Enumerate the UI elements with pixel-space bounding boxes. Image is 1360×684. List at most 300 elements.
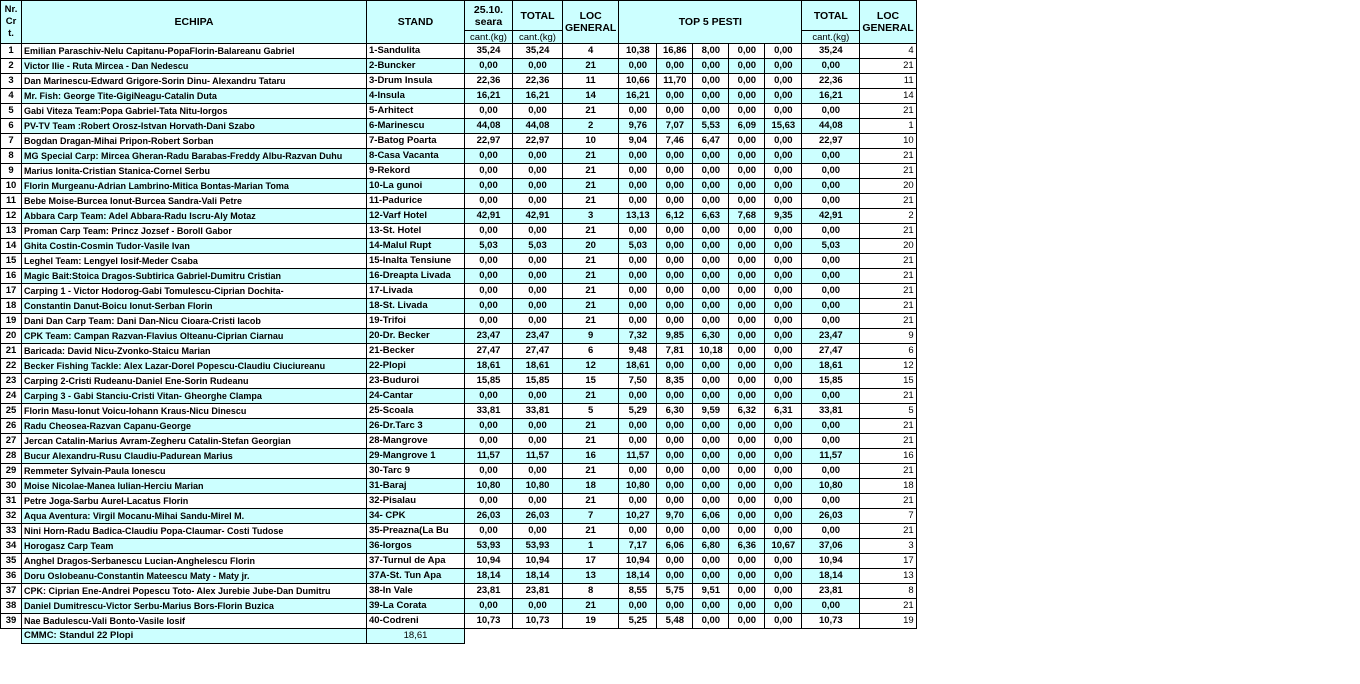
cell-seara: 26,03 <box>465 509 513 524</box>
cell-fish-5: 0,00 <box>765 59 802 74</box>
cell-loc: 21 <box>563 524 619 539</box>
cell-loc2: 19 <box>860 614 916 629</box>
cell-nr: 7 <box>1 134 22 149</box>
cell-fish-1: 10,66 <box>619 74 657 89</box>
cell-loc: 21 <box>563 269 619 284</box>
cell-nr: 9 <box>1 164 22 179</box>
cell-total: 0,00 <box>513 389 563 404</box>
cell-fish-4: 6,09 <box>729 119 765 134</box>
table-row <box>1 374 917 389</box>
cell-loc2: 21 <box>860 149 916 164</box>
cell-total: 0,00 <box>513 299 563 314</box>
cell-nr: 15 <box>1 254 22 269</box>
cell-nr: 8 <box>1 149 22 164</box>
cell-total2: 0,00 <box>802 434 860 449</box>
cell-total: 0,00 <box>513 59 563 74</box>
cell-fish-1: 0,00 <box>619 389 657 404</box>
cell-fish-4: 0,00 <box>729 89 765 104</box>
cell-fish-2: 0,00 <box>657 449 693 464</box>
cell-nr: 23 <box>1 374 22 389</box>
cell-total: 42,91 <box>513 209 563 224</box>
cell-nr: 34 <box>1 539 22 554</box>
cell-fish-1: 0,00 <box>619 194 657 209</box>
cell-echipa: Jercan Catalin-Marius Avram-Zegheru Catalin-Stefan Georgian <box>22 434 367 449</box>
cell-fish-3: 10,18 <box>693 344 729 359</box>
cell-total: 11,57 <box>513 449 563 464</box>
cell-loc2: 20 <box>860 179 916 194</box>
cell-fish-5: 0,00 <box>765 614 802 629</box>
cell-loc2: 21 <box>860 59 916 74</box>
cell-fish-2: 0,00 <box>657 599 693 614</box>
cell-total2: 0,00 <box>802 149 860 164</box>
cell-echipa: Victor Ilie - Ruta Mircea - Dan Nedescu <box>22 59 367 74</box>
table-row <box>1 44 917 59</box>
cell-seara: 15,85 <box>465 374 513 389</box>
cell-fish-2: 0,00 <box>657 179 693 194</box>
cell-fish-2: 0,00 <box>657 299 693 314</box>
cell-fish-1: 9,04 <box>619 134 657 149</box>
cell-fish-2: 0,00 <box>657 224 693 239</box>
cell-total: 35,24 <box>513 44 563 59</box>
table-row <box>1 164 917 179</box>
cell-stand: 34- CPK <box>367 509 465 524</box>
cell-fish-5: 9,35 <box>765 209 802 224</box>
cell-fish-3: 0,00 <box>693 224 729 239</box>
cell-echipa: Florin Masu-Ionut Voicu-Iohann Kraus-Nicu Dinescu <box>22 404 367 419</box>
cell-fish-4: 0,00 <box>729 44 765 59</box>
cell-total2: 10,73 <box>802 614 860 629</box>
cell-seara: 10,80 <box>465 479 513 494</box>
cell-fish-3: 0,00 <box>693 299 729 314</box>
cell-loc2: 11 <box>860 74 916 89</box>
cell-total: 0,00 <box>513 179 563 194</box>
cell-total2: 26,03 <box>802 509 860 524</box>
cell-loc2: 3 <box>860 539 916 554</box>
cell-fish-1: 0,00 <box>619 149 657 164</box>
cell-total2: 23,81 <box>802 584 860 599</box>
cell-fish-5: 0,00 <box>765 524 802 539</box>
cell-fish-3: 0,00 <box>693 494 729 509</box>
cell-total: 0,00 <box>513 224 563 239</box>
cell-nr: 32 <box>1 509 22 524</box>
col-unit-total2: cant.(kg) <box>802 31 860 44</box>
cell-stand: 15-Inalta Tensiune <box>367 254 465 269</box>
cell-fish-2: 9,85 <box>657 329 693 344</box>
cell-total2: 16,21 <box>802 89 860 104</box>
cell-echipa: Leghel Team: Lengyel Iosif-Meder Csaba <box>22 254 367 269</box>
cell-loc: 21 <box>563 284 619 299</box>
cell-fish-5: 0,00 <box>765 284 802 299</box>
cell-fish-4: 0,00 <box>729 239 765 254</box>
cell-total: 0,00 <box>513 284 563 299</box>
cell-echipa: Horogasz Carp Team <box>22 539 367 554</box>
table-row <box>1 479 917 494</box>
cell-nr: 37 <box>1 584 22 599</box>
table-row <box>1 614 917 629</box>
cell-total: 18,14 <box>513 569 563 584</box>
cell-seara: 0,00 <box>465 524 513 539</box>
cell-echipa: MG Special Carp: Mircea Gheran-Radu Barabas-Freddy Albu-Razvan Duhu <box>22 149 367 164</box>
cell-seara: 33,81 <box>465 404 513 419</box>
cell-nr: 24 <box>1 389 22 404</box>
cell-echipa: Florin Murgeanu-Adrian Lambrino-Mitica Bontas-Marian Toma <box>22 179 367 194</box>
cell-echipa: CPK: Ciprian Ene-Andrei Popescu Toto- Alex Jurebie Jube-Dan Dumitru <box>22 584 367 599</box>
cell-loc2: 16 <box>860 449 916 464</box>
col-unit-total: cant.(kg) <box>513 31 563 44</box>
cell-loc2: 21 <box>860 494 916 509</box>
cell-fish-3: 6,30 <box>693 329 729 344</box>
cell-fish-1: 18,14 <box>619 569 657 584</box>
cell-fish-2: 0,00 <box>657 419 693 434</box>
cell-fish-5: 0,00 <box>765 299 802 314</box>
cell-echipa: Nini Horn-Radu Badica-Claudiu Popa-Claumar- Costi Tudose <box>22 524 367 539</box>
table-row <box>1 209 917 224</box>
cell-stand: 10-La gunoi <box>367 179 465 194</box>
cell-total2: 0,00 <box>802 464 860 479</box>
cell-stand: 40-Codreni <box>367 614 465 629</box>
cell-nr: 5 <box>1 104 22 119</box>
cell-total: 22,97 <box>513 134 563 149</box>
cell-loc: 15 <box>563 374 619 389</box>
cell-nr: 17 <box>1 284 22 299</box>
cell-fish-1: 0,00 <box>619 224 657 239</box>
cell-fish-3: 0,00 <box>693 104 729 119</box>
cell-loc: 12 <box>563 359 619 374</box>
table-row <box>1 584 917 599</box>
cell-fish-2: 7,07 <box>657 119 693 134</box>
cell-total: 0,00 <box>513 419 563 434</box>
table-row <box>1 464 917 479</box>
cell-loc: 9 <box>563 329 619 344</box>
cell-fish-5: 0,00 <box>765 584 802 599</box>
cell-seara: 0,00 <box>465 164 513 179</box>
cell-stand: 3-Drum Insula <box>367 74 465 89</box>
cell-loc2: 21 <box>860 254 916 269</box>
cell-loc: 21 <box>563 149 619 164</box>
cell-fish-2: 0,00 <box>657 89 693 104</box>
cell-fish-2: 0,00 <box>657 359 693 374</box>
cell-total2: 0,00 <box>802 419 860 434</box>
cell-stand: 24-Cantar <box>367 389 465 404</box>
cell-seara: 0,00 <box>465 194 513 209</box>
cell-nr: 2 <box>1 59 22 74</box>
cell-total2: 0,00 <box>802 494 860 509</box>
cell-loc2: 9 <box>860 329 916 344</box>
cell-fish-3: 5,53 <box>693 119 729 134</box>
cell-seara: 53,93 <box>465 539 513 554</box>
cell-loc: 21 <box>563 434 619 449</box>
cell-fish-2: 5,48 <box>657 614 693 629</box>
table-row <box>1 284 917 299</box>
cell-loc: 21 <box>563 179 619 194</box>
cell-total2: 35,24 <box>802 44 860 59</box>
cell-total: 23,47 <box>513 329 563 344</box>
cell-loc: 13 <box>563 569 619 584</box>
cell-seara: 0,00 <box>465 179 513 194</box>
cell-total: 18,61 <box>513 359 563 374</box>
cell-total2: 0,00 <box>802 164 860 179</box>
col-header-loc-general: LOC GENERAL <box>563 1 619 44</box>
cell-echipa: Moise Nicolae-Manea Iulian-Herciu Marian <box>22 479 367 494</box>
cell-echipa: Dan Marinescu-Edward Grigore-Sorin Dinu- Alexandru Tataru <box>22 74 367 89</box>
cell-seara: 23,81 <box>465 584 513 599</box>
cell-fish-2: 0,00 <box>657 254 693 269</box>
cell-loc2: 21 <box>860 434 916 449</box>
cell-fish-1: 5,03 <box>619 239 657 254</box>
col-header-nr: Nr. Cr t. <box>1 1 22 44</box>
cell-fish-3: 0,00 <box>693 359 729 374</box>
cell-seara: 0,00 <box>465 59 513 74</box>
cell-fish-5: 0,00 <box>765 479 802 494</box>
cell-fish-4: 0,00 <box>729 569 765 584</box>
col-header-total: TOTAL <box>513 1 563 31</box>
cell-echipa: Aqua Aventura: Virgil Mocanu-Mihai Sandu-Mirel M. <box>22 509 367 524</box>
cell-echipa: Abbara Carp Team: Adel Abbara-Radu Iscru-Aly Motaz <box>22 209 367 224</box>
cell-stand: 22-Plopi <box>367 359 465 374</box>
cell-fish-3: 6,63 <box>693 209 729 224</box>
cell-fish-4: 0,00 <box>729 74 765 89</box>
cell-seara: 0,00 <box>465 434 513 449</box>
col-unit-seara: cant.(kg) <box>465 31 513 44</box>
table-row <box>1 269 917 284</box>
cell-fish-3: 0,00 <box>693 164 729 179</box>
cell-fish-1: 10,94 <box>619 554 657 569</box>
cell-fish-2: 0,00 <box>657 479 693 494</box>
cell-stand: 5-Arhitect <box>367 104 465 119</box>
cell-seara: 23,47 <box>465 329 513 344</box>
cell-fish-1: 0,00 <box>619 59 657 74</box>
cell-total2: 0,00 <box>802 194 860 209</box>
cell-total: 0,00 <box>513 104 563 119</box>
cell-fish-2: 0,00 <box>657 314 693 329</box>
cell-loc: 10 <box>563 134 619 149</box>
col-header-stand: STAND <box>367 1 465 44</box>
table-row <box>1 149 917 164</box>
table-row <box>1 59 917 74</box>
cell-fish-1: 0,00 <box>619 599 657 614</box>
cell-total2: 0,00 <box>802 389 860 404</box>
cell-fish-2: 6,30 <box>657 404 693 419</box>
results-rows <box>1 44 917 629</box>
cell-fish-1: 10,38 <box>619 44 657 59</box>
cell-loc2: 12 <box>860 359 916 374</box>
cell-stand: 1-Sandulita <box>367 44 465 59</box>
cell-loc2: 21 <box>860 464 916 479</box>
cell-stand: 6-Marinescu <box>367 119 465 134</box>
cell-fish-2: 16,86 <box>657 44 693 59</box>
cell-total2: 0,00 <box>802 314 860 329</box>
cell-fish-4: 0,00 <box>729 254 765 269</box>
cell-loc: 8 <box>563 584 619 599</box>
cell-fish-3: 0,00 <box>693 59 729 74</box>
cell-echipa: Bogdan Dragan-Mihai Pripon-Robert Sorban <box>22 134 367 149</box>
cell-fish-2: 0,00 <box>657 164 693 179</box>
cell-fish-1: 7,50 <box>619 374 657 389</box>
cell-loc: 21 <box>563 494 619 509</box>
cell-fish-2: 0,00 <box>657 284 693 299</box>
cell-fish-3: 0,00 <box>693 284 729 299</box>
cell-total2: 15,85 <box>802 374 860 389</box>
cell-stand: 39-La Corata <box>367 599 465 614</box>
table-row <box>1 194 917 209</box>
cell-fish-2: 5,75 <box>657 584 693 599</box>
cell-loc2: 21 <box>860 419 916 434</box>
cell-nr: 27 <box>1 434 22 449</box>
cell-fish-1: 5,25 <box>619 614 657 629</box>
cell-fish-1: 8,55 <box>619 584 657 599</box>
cell-loc: 17 <box>563 554 619 569</box>
cell-nr: 3 <box>1 74 22 89</box>
cell-fish-5: 0,00 <box>765 164 802 179</box>
cell-echipa: Emilian Paraschiv-Nelu Capitanu-PopaFlorin-Balareanu Gabriel <box>22 44 367 59</box>
cell-stand: 38-In Vale <box>367 584 465 599</box>
cell-stand: 11-Padurice <box>367 194 465 209</box>
cell-stand: 37-Turnul de Apa <box>367 554 465 569</box>
cell-fish-3: 0,00 <box>693 74 729 89</box>
cell-total: 0,00 <box>513 314 563 329</box>
cell-stand: 2-Buncker <box>367 59 465 74</box>
cell-total: 26,03 <box>513 509 563 524</box>
cell-fish-5: 0,00 <box>765 569 802 584</box>
cell-fish-2: 0,00 <box>657 59 693 74</box>
cell-fish-5: 6,31 <box>765 404 802 419</box>
cell-fish-5: 0,00 <box>765 434 802 449</box>
cell-loc2: 17 <box>860 554 916 569</box>
cell-seara: 10,94 <box>465 554 513 569</box>
cell-total2: 0,00 <box>802 269 860 284</box>
cell-fish-5: 0,00 <box>765 389 802 404</box>
cell-nr: 11 <box>1 194 22 209</box>
col-header-seara: 25.10. seara <box>465 1 513 31</box>
cell-fish-4: 0,00 <box>729 389 765 404</box>
cell-fish-3: 0,00 <box>693 569 729 584</box>
cell-fish-4: 0,00 <box>729 194 765 209</box>
cell-loc: 21 <box>563 314 619 329</box>
cell-nr: 36 <box>1 569 22 584</box>
cell-total: 15,85 <box>513 374 563 389</box>
cell-total: 0,00 <box>513 524 563 539</box>
cell-echipa: Ghita Costin-Cosmin Tudor-Vasile Ivan <box>22 239 367 254</box>
cell-fish-3: 0,00 <box>693 194 729 209</box>
cell-loc: 5 <box>563 404 619 419</box>
cell-nr: 26 <box>1 419 22 434</box>
cell-total: 23,81 <box>513 584 563 599</box>
cell-fish-3: 0,00 <box>693 314 729 329</box>
cell-fish-1: 5,29 <box>619 404 657 419</box>
cell-fish-3: 0,00 <box>693 479 729 494</box>
cell-echipa: PV-TV Team :Robert Orosz-Istvan Horvath-Dani Szabo <box>22 119 367 134</box>
cell-fish-5: 0,00 <box>765 149 802 164</box>
cell-echipa: Magic Bait:Stoica Dragos-Subtirica Gabriel-Dumitru Cristian <box>22 269 367 284</box>
cell-nr: 4 <box>1 89 22 104</box>
cell-stand: 4-Insula <box>367 89 465 104</box>
table-row <box>1 299 917 314</box>
cell-fish-5: 0,00 <box>765 194 802 209</box>
cell-fish-3: 0,00 <box>693 464 729 479</box>
cell-total2: 0,00 <box>802 179 860 194</box>
cell-loc2: 15 <box>860 374 916 389</box>
cell-fish-3: 0,00 <box>693 179 729 194</box>
footer-value: 18,61 <box>367 629 465 644</box>
cell-total: 0,00 <box>513 494 563 509</box>
cell-fish-1: 11,57 <box>619 449 657 464</box>
cell-fish-2: 0,00 <box>657 389 693 404</box>
cell-total2: 44,08 <box>802 119 860 134</box>
cell-nr: 19 <box>1 314 22 329</box>
cell-total: 22,36 <box>513 74 563 89</box>
cell-fish-2: 7,46 <box>657 134 693 149</box>
cell-fish-4: 0,00 <box>729 554 765 569</box>
cell-fish-3: 0,00 <box>693 239 729 254</box>
cell-fish-5: 15,63 <box>765 119 802 134</box>
cell-seara: 0,00 <box>465 464 513 479</box>
cell-fish-3: 0,00 <box>693 269 729 284</box>
cell-loc: 21 <box>563 224 619 239</box>
cell-stand: 14-Malul Rupt <box>367 239 465 254</box>
cell-echipa: Bucur Alexandru-Rusu Claudiu-Padurean Marius <box>22 449 367 464</box>
cell-fish-3: 9,51 <box>693 584 729 599</box>
cell-fish-5: 0,00 <box>765 224 802 239</box>
cell-fish-5: 0,00 <box>765 554 802 569</box>
cell-loc: 14 <box>563 89 619 104</box>
cell-nr: 13 <box>1 224 22 239</box>
cell-nr: 21 <box>1 344 22 359</box>
cell-fish-1: 0,00 <box>619 419 657 434</box>
cell-fish-2: 0,00 <box>657 194 693 209</box>
cell-echipa: Remmeter Sylvain-Paula Ionescu <box>22 464 367 479</box>
cell-fish-4: 7,68 <box>729 209 765 224</box>
cell-fish-5: 0,00 <box>765 314 802 329</box>
cell-stand: 29-Mangrove 1 <box>367 449 465 464</box>
cell-seara: 0,00 <box>465 284 513 299</box>
cell-echipa: Bebe Moise-Burcea Ionut-Burcea Sandra-Vali Petre <box>22 194 367 209</box>
cell-fish-2: 6,06 <box>657 539 693 554</box>
cell-seara: 44,08 <box>465 119 513 134</box>
table-row <box>1 389 917 404</box>
cell-fish-1: 0,00 <box>619 434 657 449</box>
cell-loc: 21 <box>563 59 619 74</box>
cell-total2: 27,47 <box>802 344 860 359</box>
cell-stand: 13-St. Hotel <box>367 224 465 239</box>
cell-loc: 3 <box>563 209 619 224</box>
cell-fish-1: 9,48 <box>619 344 657 359</box>
cell-total2: 33,81 <box>802 404 860 419</box>
cell-fish-2: 7,81 <box>657 344 693 359</box>
cell-fish-4: 0,00 <box>729 179 765 194</box>
cell-seara: 22,36 <box>465 74 513 89</box>
cell-loc: 2 <box>563 119 619 134</box>
cell-stand: 19-Trifoi <box>367 314 465 329</box>
cell-total2: 0,00 <box>802 254 860 269</box>
cell-fish-3: 0,00 <box>693 524 729 539</box>
table-row <box>1 419 917 434</box>
cell-stand: 23-Buduroi <box>367 374 465 389</box>
cell-total: 0,00 <box>513 149 563 164</box>
cell-fish-5: 0,00 <box>765 509 802 524</box>
table-row <box>1 89 917 104</box>
cell-fish-5: 0,00 <box>765 179 802 194</box>
cell-seara: 0,00 <box>465 104 513 119</box>
table-row <box>1 569 917 584</box>
cell-fish-4: 0,00 <box>729 524 765 539</box>
cell-fish-5: 0,00 <box>765 74 802 89</box>
cell-loc: 21 <box>563 389 619 404</box>
cell-fish-4: 0,00 <box>729 494 765 509</box>
cell-echipa: Becker Fishing Tackle: Alex Lazar-Dorel Popescu-Claudiu Ciuciureanu <box>22 359 367 374</box>
cell-fish-1: 7,32 <box>619 329 657 344</box>
cell-fish-4: 0,00 <box>729 614 765 629</box>
cell-fish-3: 0,00 <box>693 614 729 629</box>
